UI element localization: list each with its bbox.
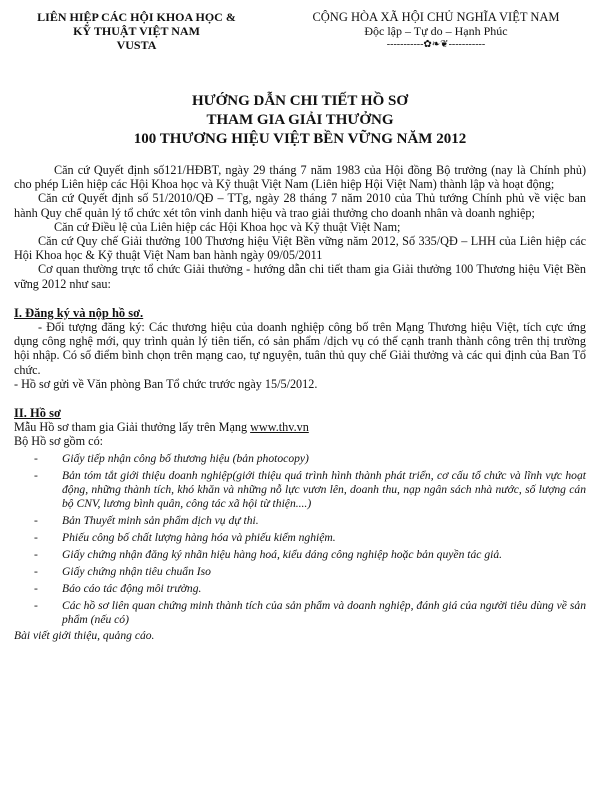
title-line1: HƯỚNG DẪN CHI TIẾT HỒ SƠ	[191, 93, 408, 109]
form-source-text: Mẫu Hồ sơ tham gia Giải thưởng lấy trên Mạng	[14, 420, 251, 435]
list-dash: -	[34, 547, 38, 561]
organization-block	[14, 10, 259, 52]
list-dash: -	[34, 564, 38, 578]
document-title	[14, 92, 586, 149]
intro-paragraph-3: Căn cứ Điều lệ của Liên hiệp các Hội Khoa học và Kỹ thuật Việt Nam;	[54, 219, 401, 234]
list-item: - Phiếu công bố chất lượng hàng hóa và phiếu kiểm nghiệm.	[34, 530, 336, 544]
list-item: - Giấy chứng nhận đăng ký nhãn hiệu hàng hoá, kiểu dáng công nghiệp hoặc bản quyền tác giả.	[34, 547, 503, 561]
organization-name-line1: LIÊN HIỆP CÁC HỘI KHOA HỌC &	[37, 10, 236, 24]
intro-paragraph-4: Căn cứ Quy chế Giải thưởng 100 Thương hiệu Việt Bền vững năm 2012, Số 335/QĐ – LHH của Liên hiệp các Hội Khoa học & Kỹ thuật Việt Nam ban hành ngày 09/05/2011	[14, 234, 586, 263]
intro-paragraph-5: Cơ quan thường trực tổ chức Giải thưởng - hướng dẫn chi tiết tham gia Giải thưởng 100 Thương hiệu Việt Bền vững 2012 như sau:	[14, 262, 586, 291]
list-item: - Giấy chứng nhận tiêu chuẩn Iso	[34, 564, 211, 578]
national-motto-block	[286, 10, 586, 52]
intro-paragraph-1: Căn cứ Quyết định số121/HĐBT, ngày 29 tháng 7 năm 1983 của Hội đồng Bộ trưởng (nay là Chính phủ) cho phép Liên hiệp các Hội Khoa học và Kỹ thuật Việt Nam (Liên hiệp Hội Việt Nam) thành lập và hoạt động;	[14, 163, 586, 192]
list-dash: -	[34, 581, 38, 595]
list-item: - Bản Thuyết minh sản phẩm dịch vụ dự thi.	[34, 513, 259, 527]
national-motto: Độc lập – Tự do – Hạnh Phúc	[364, 24, 508, 38]
closing-item: Bài viết giới thiệu, quảng cáo.	[14, 628, 155, 642]
website-link[interactable]: www.thv.vn	[250, 420, 309, 435]
section-1-heading: I. Đăng ký và nộp hồ sơ.	[14, 305, 144, 320]
list-item: - Bản tóm tắt giới thiệu doanh nghiệp(giới thiệu quá trình hình thành phát triển, cơ cấu tổ chức và lĩnh vực hoạt động, những thành tích, khó khăn và những nỗ lực vươn lên, doanh thu, nạp ngân sách nhà nước, số lượng cán bộ CNV, lương bình quân, công tác xã hội từ thiện....)	[34, 468, 586, 510]
title-line3: 100 THƯƠNG HIỆU VIỆT BỀN VỮNG NĂM 2012	[133, 131, 467, 147]
list-item: - Báo cáo tác động môi trường.	[34, 581, 202, 595]
list-dash: -	[34, 451, 38, 465]
section-1-paragraph-2: - Hồ sơ gửi về Văn phòng Ban Tổ chức trước ngày 15/5/2012.	[14, 376, 318, 391]
document-body	[14, 163, 586, 643]
document-set-intro: Bộ Hồ sơ gồm có:	[14, 434, 104, 449]
list-item: - Giấy tiếp nhận công bố thương hiệu (bản photocopy)	[34, 451, 309, 465]
ornament-divider: -----------✿❧❦-----------	[386, 39, 486, 50]
section-1-paragraph-1: - Đối tượng đăng ký: Các thương hiệu của doanh nghiệp công bố trên Mạng Thương hiệu Việt, tích cực ứng dụng công nghệ mới, quy trình quản lý tiên tiến, có sản phẩm /dịch vụ có thế cạnh tranh thành công trên thị trường hội nhập. Có số điểm bình chọn trên mạng cao, tự nguyện, tuân thủ quy chế Giải thưởng và các qui định của Ban Tổ chức.	[14, 320, 586, 377]
required-documents-list	[14, 452, 586, 627]
list-dash: -	[34, 468, 38, 482]
country-name: CỘNG HÒA XÃ HỘI CHỦ NGHĨA VIỆT NAM	[312, 10, 560, 24]
title-line2: THAM GIA GIẢI THƯỞNG	[206, 112, 394, 128]
section-2-heading: II. Hồ sơ	[14, 406, 61, 421]
document-header	[14, 10, 586, 52]
organization-name-line2: KỸ THUẬT VIỆT NAM	[73, 24, 200, 38]
organization-acronym: VUSTA	[116, 38, 157, 52]
list-dash: -	[34, 598, 38, 612]
list-dash: -	[34, 530, 38, 544]
form-source-line	[14, 420, 586, 434]
list-dash: -	[34, 513, 38, 527]
list-item: - Các hồ sơ liên quan chứng minh thành tích của sản phẩm và doanh nghiệp, đánh giá của người tiêu dùng về sản phẩm (nếu có)	[34, 598, 586, 626]
intro-paragraph-2: Căn cứ Quyết định số 51/2010/QĐ – TTg, ngày 28 tháng 7 năm 2010 của Thủ tướng Chính phủ về việc ban hành Quy chế quản lý tổ chức xét tôn vinh danh hiệu và trao giải thưởng cho doanh nhân và doanh nghiệp;	[14, 191, 586, 220]
